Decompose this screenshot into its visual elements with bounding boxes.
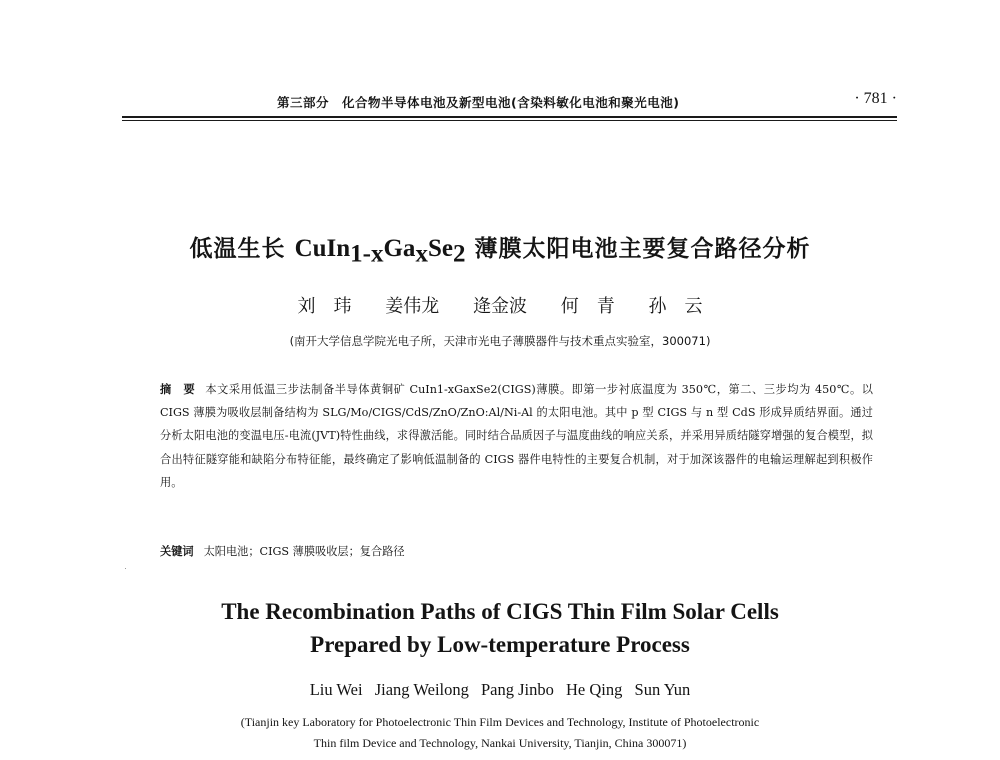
english-authors: [0, 680, 1000, 700]
abstract-text: 本文采用低温三步法制备半导体黄铜矿 CuIn1-xGaxSe2(CIGS)薄膜。即第一步衬底温度为 350℃，第二、三步均为 450℃。以 CIGS 薄膜为吸收层制备结构为 SLG/Mo/CIGS/CdS/ZnO/ZnO:Al/Ni-Al 的太阳电池。其中 p 型 CIGS 与 n 型 CdS 形成异质结界面。通过分析太阳电池的变温电压-电流(JVT)特性曲线，求得激活能。同时结合品质因子与温度曲线的响应关系，并采用异质结隧穿增强的复合模型，拟合出特征隧穿能和缺陷分布特征能，最终确定了影响低温制备的 CIGS 器件电特性的主要复合机制，对于加深该器件的电输运理解起到积极作用。: [160, 383, 873, 489]
formula-se: Se: [427, 235, 453, 262]
english-title-line-2: Prepared by Low-temperature Process: [310, 632, 690, 657]
formula-ga: Ga: [383, 235, 416, 262]
english-affiliation-line-2: Thin film Device and Technology, Nankai University, Tianjin, China 300071): [313, 736, 687, 750]
running-header: [122, 90, 897, 113]
chinese-abstract: [160, 378, 873, 494]
cn-title-suffix: 薄膜太阳电池主要复合路径分析: [465, 236, 811, 262]
english-affiliation-line-1: (Tianjin key Laboratory for Photoelectronic Thin Film Devices and Technology, Institute of Photoelectronic: [240, 715, 760, 729]
section-title: 第三部分 化合物半导体电池及新型电池(含染料敏化电池和聚光电池): [277, 95, 680, 110]
author-en: Liu Wei: [309, 680, 363, 699]
formula-cuin: CuIn: [294, 235, 351, 262]
author-en: Jiang Weilong: [374, 680, 469, 699]
chinese-title: [0, 230, 1000, 269]
chinese-authors: [0, 292, 1000, 318]
author-cn: 刘 玮: [297, 296, 352, 317]
author-cn: 逄金波: [473, 296, 527, 317]
english-title-line-1: The Recombination Paths of CIGS Thin Film Solar Cells: [221, 599, 779, 624]
author-cn: 姜伟龙: [385, 296, 440, 317]
formula-sub-2: x: [415, 240, 428, 268]
chinese-affiliation: (南开大学信息学院光电子所，天津市光电子薄膜器件与技术重点实验室，300071): [289, 334, 711, 348]
author-cn: 何 青: [560, 296, 615, 317]
author-en: He Qing: [566, 680, 623, 699]
header-rule-thick: [122, 116, 897, 118]
abstract-label: 摘 要: [160, 383, 196, 396]
formula-sub-1: 1-x: [350, 240, 384, 268]
scan-speck: [125, 568, 126, 569]
cn-title-prefix: 低温生长: [189, 236, 295, 262]
author-en: Sun Yun: [634, 680, 691, 699]
english-affiliation: [0, 712, 1000, 754]
header-rule-thin: [122, 120, 897, 121]
english-title: [0, 595, 1000, 661]
keywords-label: 关键词: [160, 545, 194, 558]
author-en: Pang Jinbo: [481, 680, 554, 699]
page-number: · 781 ·: [854, 90, 897, 107]
formula-sub-3: 2: [452, 240, 466, 268]
chinese-keywords: [160, 543, 873, 559]
keywords-text: 太阳电池；CIGS 薄膜吸收层；复合路径: [203, 545, 405, 558]
author-cn: 孙 云: [648, 296, 703, 317]
